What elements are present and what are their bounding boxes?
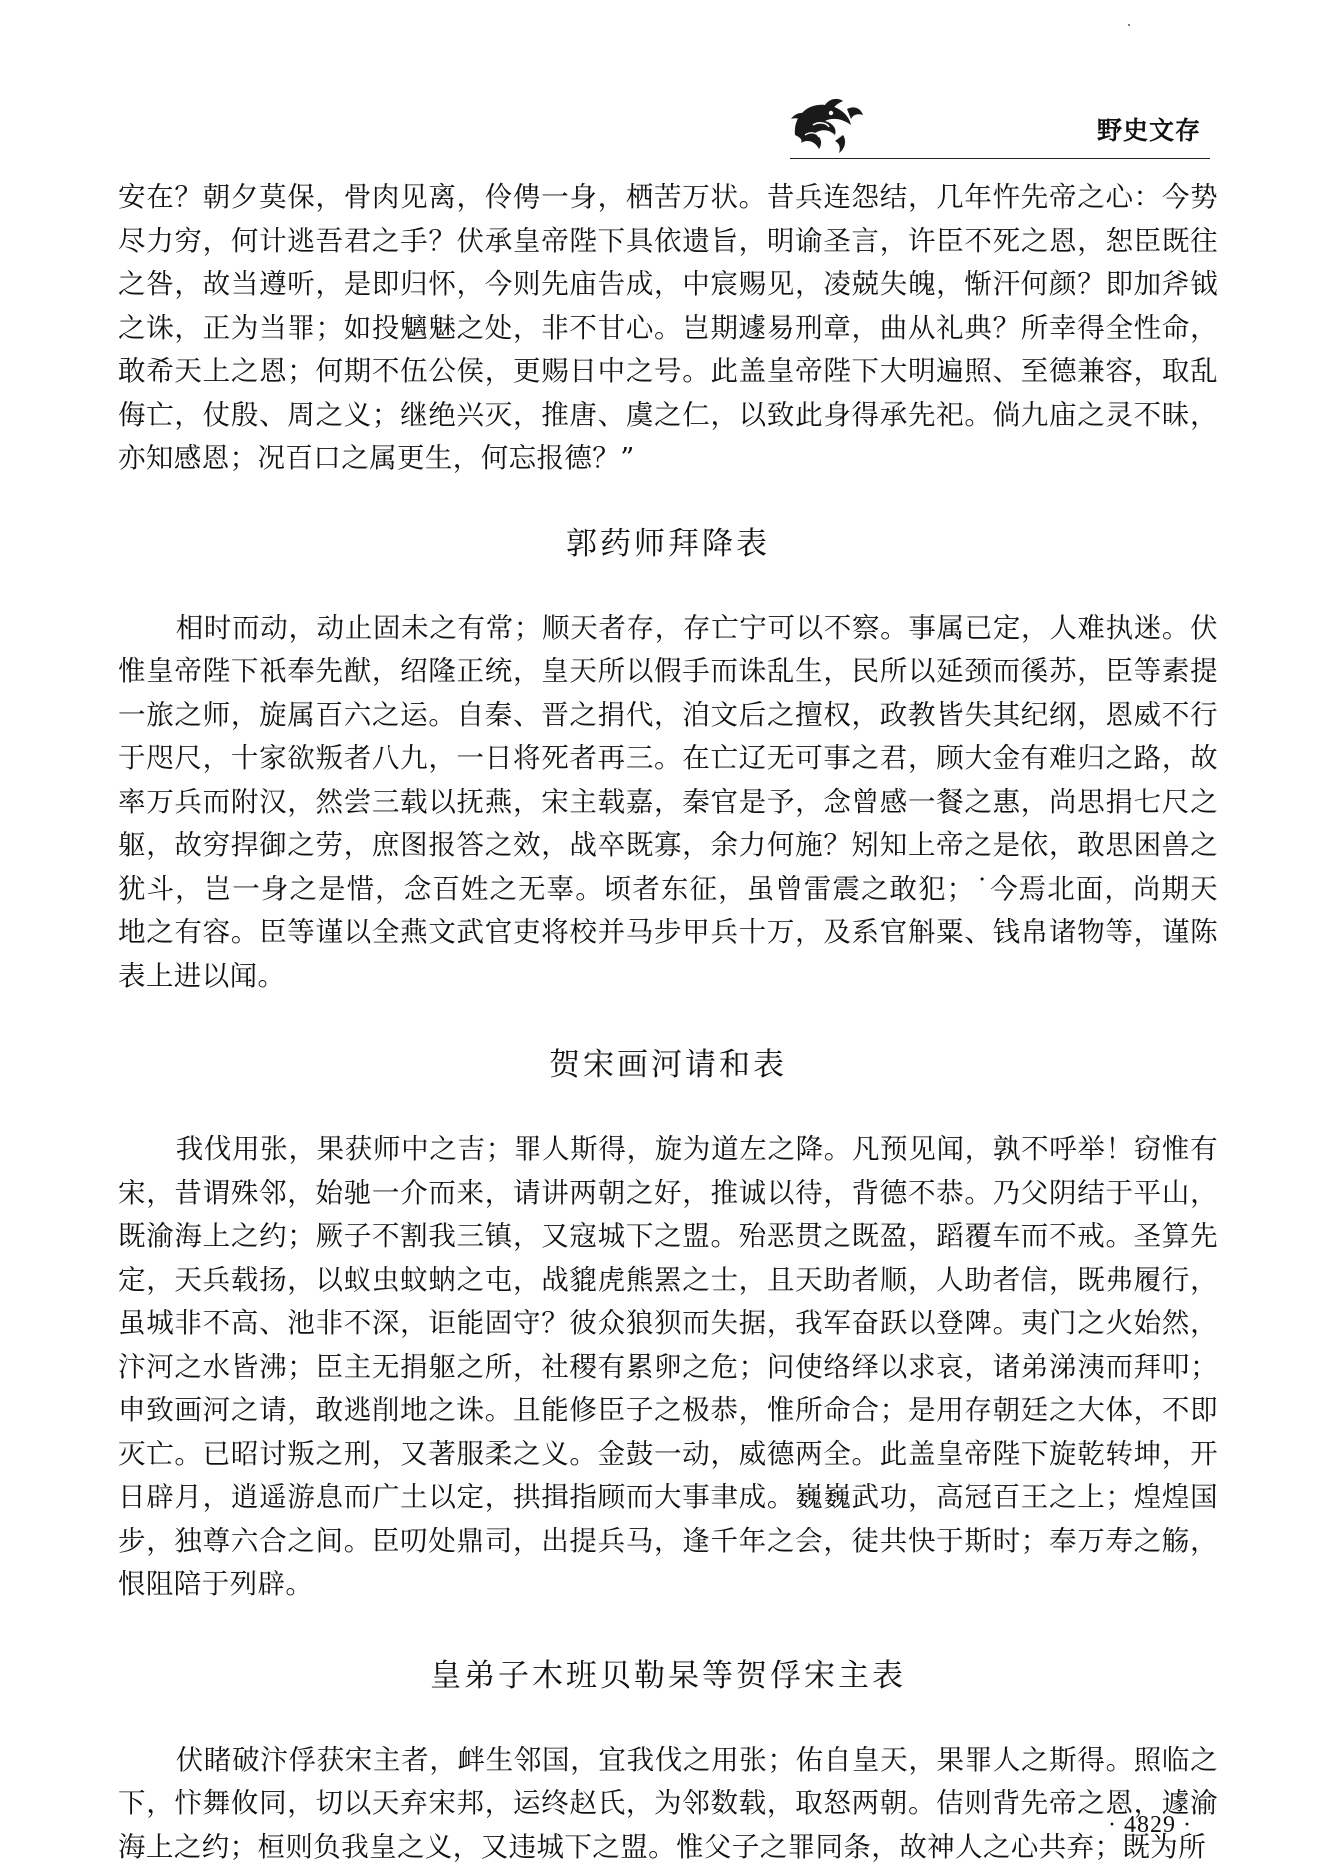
series-title: 野史文存 [1096,116,1201,145]
running-header [785,95,1215,165]
scan-speck [1128,24,1130,26]
page-number: · 4829 · [1108,1812,1192,1838]
section-paragraph: 我伐用张，果获师中之吉；罪人斯得，旋为道左之降。凡预见闻，孰不呼举！窃惟有宋，昔谓殊邻，始驰一介而来，请讲两朝之好，推诚以待，背德不恭。乃父阴结于平山，既渝海上之约；厥子不割我三镇，又寇城下之盟。殆恶贯之既盈，蹈覆车而不戒。圣算先定，天兵载扬，以蚁虫蚊蚋之屯，战貔虎熊罴之士，且天助者顺，人助者信，既弗履行，虽城非不高、池非不深，讵能固守？彼众狼狈而失据，我军奋跃以登陴。夷门之火始然，汴河之水皆沸；臣主无捐躯之所，社稷有累卵之危；问使络绎以求哀，诸弟涕洟而拜叩；申致画河之请，敢逃削地之诛。且能修臣子之极恭，惟所命合；是用存朝廷之大体，不即灭亡。已昭讨叛之刑，又著服柔之义。金鼓一动，威德两全。此盖皇帝陛下旋乾转坤，开日辟月，逍遥游息而广土以定，拱揖指顾而大事聿成。巍巍武功，高冠百王之上；煌煌国步，独尊六合之间。臣叨处鼎司，出提兵马，逢千年之会，徒共快于斯时；奉万寿之觞，恨阻陪于列辟。 [118,1133,1218,1600]
header-rule [790,158,1210,159]
section-title: 贺宋画河请和表 [549,1047,787,1083]
section-paragraph: 伏睹破汴俘获宋主者，衅生邻国，宜我伐之用张；佑自皇天，果罪人之斯得。照临之下，忭舞攸同，切以天弃宋邦，运终赵氏，为邻数载，取怒两朝。佶则背先帝之恩，遽渝海上之约；桓则负我皇之义，又违城下之盟。惟父子之罪同条，故神人之心共弃；既为所 [118,1743,1218,1863]
section-title: 郭药师拜降表 [566,525,770,562]
section-title: 皇弟子木班贝勒杲等贺俘宋主表 [430,1657,906,1694]
opening-paragraph: 安在？朝夕莫保，骨肉见离，伶俜一身，栖苦万状。昔兵连怨结，几年忤先帝之心：今势尽力穷，何计逃吾君之手？伏承皇帝陛下具依遗旨，明谕圣言，许臣不死之恩，恕臣既往之咎，故当遵听，是即归怀，今则先庙告成，中宸赐见，凌兢失魄，惭汗何颜？即加斧钺之诛，正为当罪；如投魑魅之处，非不甘心。岂期遽易刑章，曲从礼典？所幸得全性命，敢希天上之恩；何期不伍公侯，更赐日中之号。此盖皇帝陛下大明遍照、至德兼容，取乱侮亡，仗殷、周之义；继绝兴灭，推唐、虞之仁，以致此身得承先祀。倘九庙之灵不昧，亦知感恩；况百口之属更生，何忘报德？” [118,181,1218,474]
section-paragraph: 相时而动，动止固未之有常；顺天者存，存亡宁可以不察。事属已定，人难执迷。伏惟皇帝陛下祇奉先猷，绍隆正统，皇天所以假手而诛乱生，民所以延颈而徯苏，臣等素提一旅之师，旋属百六之运。自秦、晋之捐代，洎文后之擅权，政教皆失其纪纲，恩威不行于咫尺，十家欲叛者八九，一日将死者再三。在亡辽无可事之君，顾大金有难归之路，故率万兵而附汉，然尝三载以抚燕，宋主载嘉，秦官是予，念曾感一餐之惠，尚思捐七尺之躯，故穷捍御之劳，庶图报答之效，战卒既寡，余力何施？矧知上帝之是依，敢思困兽之犹斗，岂一身之是惜，念百姓之无辜。顷者东征，虽曾雷震之敢犯；˙今焉北面，尚期天地之有容。臣等谨以全燕文武官吏将校并马步甲兵十万，及系官斛粟、钱帛诸物等，谨陈表上进以闻。 [118,611,1218,992]
main-text [118,176,1218,1869]
dragon-emblem-icon [785,95,865,157]
